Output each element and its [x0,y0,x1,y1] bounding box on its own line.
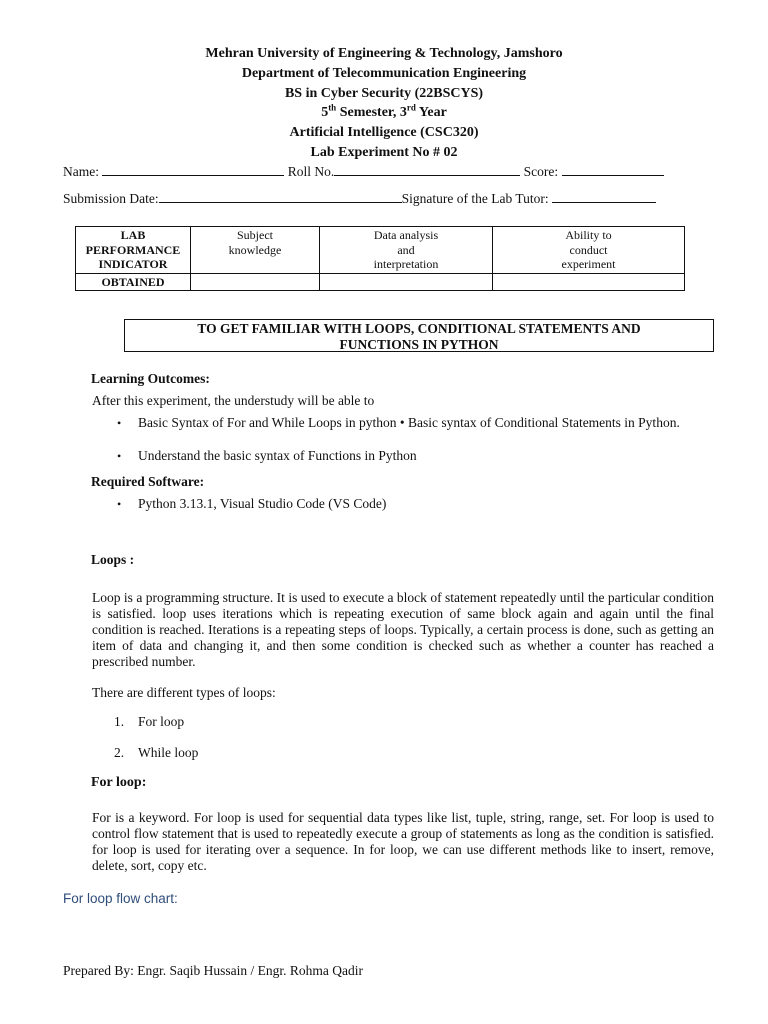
signature-label: Signature of the Lab Tutor: [401,191,549,206]
loop-types-intro: There are different types of loops: [92,685,276,700]
header-line: conduct [569,242,608,257]
bullet-icon: • [117,449,122,463]
loops-heading: Loops : [91,552,135,567]
learning-outcomes-heading: Learning Outcomes: [91,371,210,386]
for-loop-paragraph: For is a keyword. For loop is used for sequential data types like list, tuple, string, range, set. For loop is used to control flow statement that is used to repeatedly execute a group of statements as long as the condition is satisfied. for loop is used for iterating over a sequence. In for loop, we can use different methods like to insert, remove, delete, sort, copy etc. [92,810,714,873]
performance-table [75,226,685,291]
software-text: Python 3.13.1, Visual Studio Code (VS Code) [138,496,387,511]
header-line: Data analysis [373,228,439,242]
experiment-title-line: TO GET FAMILIAR WITH LOOPS, CONDITIONAL STATEMENTS AND [197,321,641,336]
header-line: and [397,242,415,257]
required-software-heading: Required Software: [91,474,205,489]
name-label: Name: [63,164,99,179]
semester-suffix: th [328,102,337,113]
loop-type-text: For loop [138,714,185,729]
loop-type-text: While loop [138,745,199,760]
department-name: Department of Telecommunication Engineering [241,66,527,81]
header-line: interpretation [373,257,439,271]
flow-chart-caption: For loop flow chart: [63,891,178,906]
indicator-label-line: INDICATOR [98,257,168,271]
learning-outcomes-intro: After this experiment, the understudy will be able to [92,393,375,408]
experiment-number: Lab Experiment No # 02 [310,145,458,160]
score-label: Score: [523,164,559,179]
header-line: Ability to [565,228,612,242]
obtained-label: OBTAINED [76,273,191,291]
learning-outcome-text: Understand the basic syntax of Functions in Python [138,448,417,463]
student-info-row [63,162,664,180]
submission-date-field[interactable] [159,189,402,203]
indicator-header-cell [76,227,191,274]
obtained-row [76,273,685,291]
year-suffix: rd [406,102,416,113]
course-name: Artificial Intelligence (CSC320) [289,125,479,140]
obtained-subject-cell[interactable] [191,273,320,291]
semester-number: 5 [321,105,329,120]
bullet-icon: • [117,416,122,430]
learning-outcome-text: Basic Syntax of For and While Loops in python • Basic syntax of Conditional Statements in Python. [138,415,680,430]
program-name: BS in Cyber Security (22BSCYS) [284,86,484,101]
year-text: Year [415,105,447,120]
indicator-label-line: PERFORMANCE [85,242,181,257]
experiment-title-line: FUNCTIONS IN PYTHON [339,337,499,352]
experiment-title-box [124,319,714,352]
submission-label: Submission Date: [63,191,159,206]
list-number: 1. [114,714,125,729]
list-number: 2. [114,745,125,760]
table-header-row [76,227,685,274]
roll-field[interactable] [334,162,520,176]
for-loop-heading: For loop: [91,775,147,790]
data-analysis-header [320,227,493,274]
indicator-label-line: LAB [120,228,146,242]
loop-type-item [114,714,184,730]
subject-knowledge-header [191,227,320,274]
loops-paragraph: Loop is a programming structure. It is used to execute a block of statement repeatedly until the particular condition is satisfied. loop uses iterations which is repeating execution of same block again and again until the final condition is reached. Iterations is a repeating steps of loops. Typically, a certain process is done, such as getting an item of data and changing it, and then some condition is checked such as whether a counter has reached a prescribed number. [92,590,714,669]
obtained-ability-cell[interactable] [493,273,685,291]
roll-label: Roll No. [287,164,335,179]
loop-type-item [114,745,198,761]
bullet-icon: • [117,497,122,511]
signature-field[interactable] [552,189,656,203]
ability-header [493,227,685,274]
header-line: experiment [561,257,616,271]
name-field[interactable] [102,162,284,176]
university-name: Mehran University of Engineering & Technology, Jamshoro [205,46,563,61]
semester-text: Semester, 3 [336,105,407,120]
submission-row [63,189,656,207]
obtained-analysis-cell[interactable] [320,273,493,291]
score-field[interactable] [562,162,664,176]
prepared-by-footer: Prepared By: Engr. Saqib Hussain / Engr. Rohma Qadir [63,963,363,978]
header-line: Subject [237,228,273,242]
header-line: knowledge [228,242,282,257]
semester-year [0,102,768,121]
